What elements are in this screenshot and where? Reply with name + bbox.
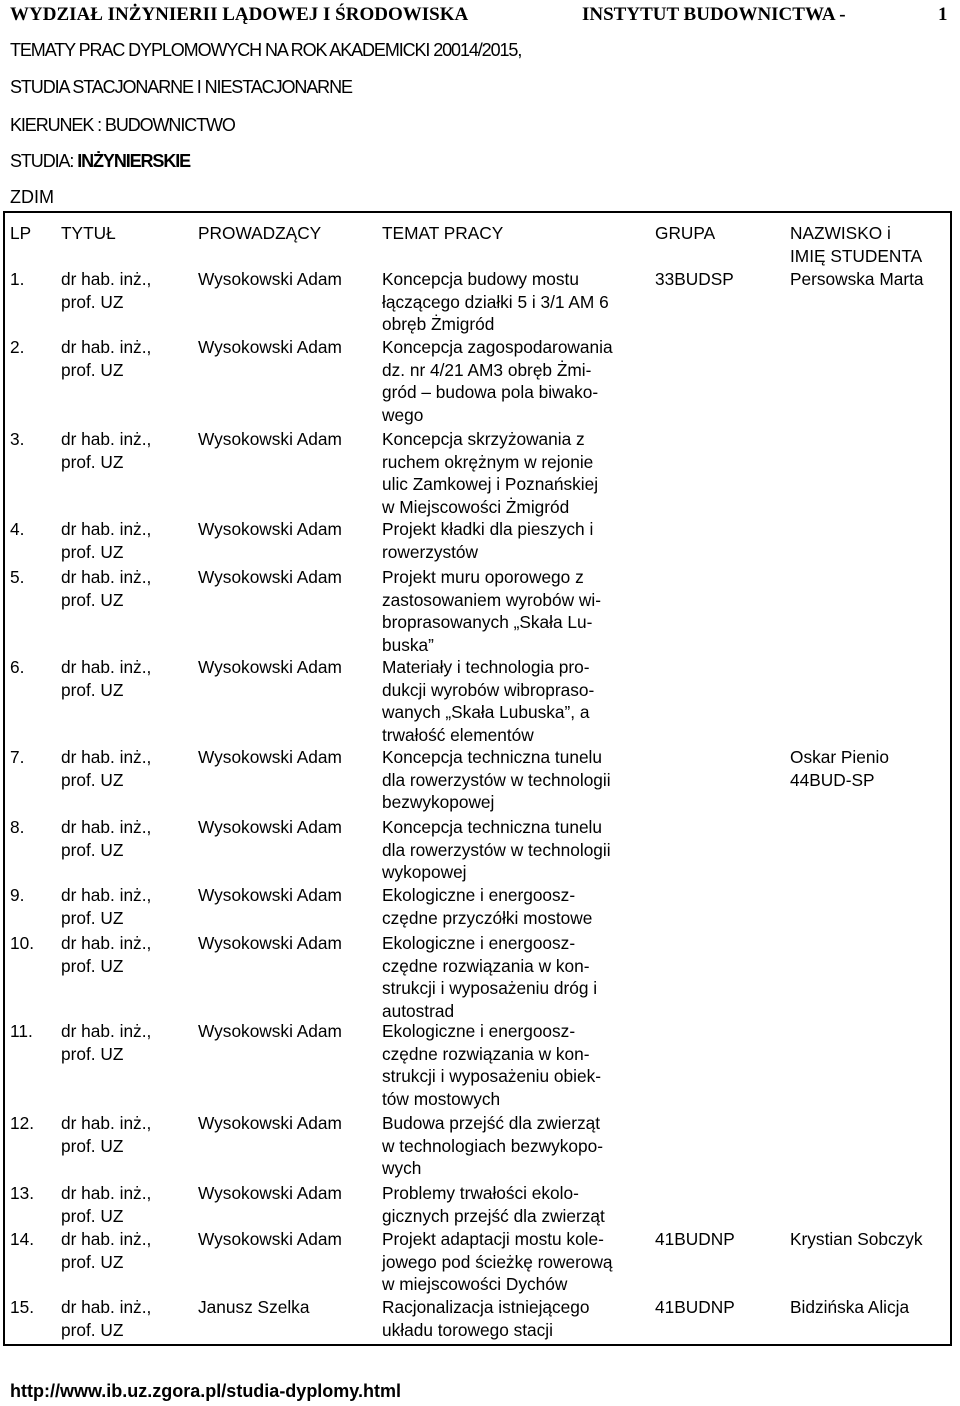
header-grupa: GRUPA — [655, 223, 716, 243]
header-temat: TEMAT PRACY — [382, 223, 504, 243]
department-code: ZDIM — [10, 187, 54, 207]
study-mode: STUDIA STACJONARNE I NIESTACJONARNE — [10, 77, 352, 97]
row-student: Krystian Sobczyk — [790, 1229, 923, 1249]
row-lp: 5. — [10, 567, 25, 587]
row-lp: 14. — [10, 1229, 35, 1249]
row-student: Persowska Marta — [790, 269, 924, 289]
row-student: Bidzińska Alicja — [790, 1297, 910, 1317]
row-temat: Koncepcja techniczna tunelu dla rowerzystów w technologii bezwykopowej — [382, 747, 611, 813]
row-prowadzacy: Janusz Szelka — [198, 1297, 310, 1317]
row-tytul: dr hab. inż., prof. UZ — [61, 337, 152, 380]
row-temat: Projekt adaptacji mostu kole- jowego pod ścieżkę rowerową w miejscowości Dychów — [382, 1229, 613, 1295]
row-tytul: dr hab. inż., prof. UZ — [61, 567, 152, 610]
row-prowadzacy: Wysokowski Adam — [198, 429, 342, 449]
row-tytul: dr hab. inż., prof. UZ — [61, 269, 152, 312]
row-lp: 9. — [10, 885, 25, 905]
row-prowadzacy: Wysokowski Adam — [198, 1113, 342, 1133]
row-prowadzacy: Wysokowski Adam — [198, 933, 342, 953]
row-tytul: dr hab. inż., prof. UZ — [61, 1113, 152, 1156]
row-lp: 10. — [10, 933, 35, 953]
study-level — [10, 151, 190, 172]
row-tytul: dr hab. inż., prof. UZ — [61, 1229, 152, 1272]
row-temat: Koncepcja budowy mostu łączącego działki 5 i 3/1 AM 6 obręb Żmigród — [382, 269, 609, 335]
row-temat: Koncepcja techniczna tunelu dla rowerzystów w technologii wykopowej — [382, 817, 611, 883]
row-prowadzacy: Wysokowski Adam — [198, 1021, 342, 1041]
row-tytul: dr hab. inż., prof. UZ — [61, 657, 152, 700]
institute-heading: INSTYTUT BUDOWNICTWA - — [582, 4, 846, 25]
row-prowadzacy: Wysokowski Adam — [198, 269, 342, 289]
header-prowadzacy: PROWADZĄCY — [198, 223, 322, 243]
row-grupa: 41BUDNP — [655, 1297, 735, 1317]
row-temat: Ekologiczne i energoosz- czędne rozwiązania w kon- strukcji i wyposażeniu obiek- tów mostowych — [382, 1021, 601, 1109]
row-lp: 7. — [10, 747, 25, 767]
row-temat: Materiały i technologia pro- dukcji wyrobów wibropraso- wanych „Skała Lubuska”, a trwałość elementów — [382, 657, 595, 745]
row-tytul: dr hab. inż., prof. UZ — [61, 817, 152, 860]
row-lp: 2. — [10, 337, 25, 357]
row-tytul: dr hab. inż., prof. UZ — [61, 885, 152, 928]
header-student: NAZWISKO i IMIĘ STUDENTA — [790, 223, 923, 266]
document-title: TEMATY PRAC DYPLOMOWYCH NA ROK AKADEMICKI 20014/2015, — [10, 40, 522, 60]
row-temat: Koncepcja zagospodarowania dz. nr 4/21 AM3 obręb Żmi- gród – budowa pola biwako- wego — [382, 337, 613, 425]
study-level-prefix: STUDIA: — [10, 151, 78, 171]
row-grupa: 33BUDSP — [655, 269, 734, 289]
row-temat: Koncepcja skrzyżowania z ruchem okrężnym w rejonie ulic Zamkowej i Poznańskiej w Miejscowości Żmigród — [382, 429, 599, 517]
row-lp: 4. — [10, 519, 25, 539]
row-lp: 11. — [10, 1021, 33, 1041]
row-prowadzacy: Wysokowski Adam — [198, 519, 342, 539]
row-lp: 6. — [10, 657, 25, 677]
row-prowadzacy: Wysokowski Adam — [198, 885, 342, 905]
field-of-study: KIERUNEK : BUDOWNICTWO — [10, 115, 235, 135]
source-url[interactable]: http://www.ib.uz.zgora.pl/studia-dyplomy.html — [10, 1381, 401, 1401]
row-lp: 12. — [10, 1113, 35, 1133]
row-prowadzacy: Wysokowski Adam — [198, 1183, 342, 1203]
header-tytul: TYTUŁ — [61, 223, 116, 243]
row-prowadzacy: Wysokowski Adam — [198, 657, 342, 677]
row-lp: 3. — [10, 429, 25, 449]
row-temat: Ekologiczne i energoosz- czędne rozwiązania w kon- strukcji i wyposażeniu dróg i autostrad — [382, 933, 598, 1021]
row-tytul: dr hab. inż., prof. UZ — [61, 519, 152, 562]
row-prowadzacy: Wysokowski Adam — [198, 747, 342, 767]
header-lp: LP — [10, 223, 32, 243]
row-tytul: dr hab. inż., prof. UZ — [61, 933, 152, 976]
row-tytul: dr hab. inż., prof. UZ — [61, 429, 152, 472]
row-tytul: dr hab. inż., prof. UZ — [61, 1297, 152, 1340]
row-temat: Projekt muru oporowego z zastosowaniem wyrobów wi- broprasowanych „Skała Lu- buska” — [382, 567, 601, 655]
row-prowadzacy: Wysokowski Adam — [198, 567, 342, 587]
row-temat: Problemy trwałości ekolo- gicznych przejść dla zwierząt — [382, 1183, 605, 1226]
row-tytul: dr hab. inż., prof. UZ — [61, 1183, 152, 1226]
page-number: 1 — [938, 4, 948, 25]
row-grupa: 41BUDNP — [655, 1229, 735, 1249]
study-level-value: INŻYNIERSKIE — [77, 151, 191, 171]
row-prowadzacy: Wysokowski Adam — [198, 817, 342, 837]
row-temat: Budowa przejść dla zwierząt w technologiach bezwykopo- wych — [382, 1113, 603, 1179]
row-tytul: dr hab. inż., prof. UZ — [61, 747, 152, 790]
row-temat: Ekologiczne i energoosz- czędne przyczółki mostowe — [382, 885, 593, 928]
row-lp: 15. — [10, 1297, 35, 1317]
row-temat: Racjonalizacja istniejącego układu torowego stacji — [382, 1297, 590, 1340]
row-lp: 8. — [10, 817, 25, 837]
row-prowadzacy: Wysokowski Adam — [198, 337, 342, 357]
row-lp: 1. — [10, 269, 25, 289]
row-temat: Projekt kładki dla pieszych i rowerzystów — [382, 519, 594, 562]
faculty-heading: WYDZIAŁ INŻYNIERII LĄDOWEJ I ŚRODOWISKA — [10, 4, 469, 25]
row-tytul: dr hab. inż., prof. UZ — [61, 1021, 152, 1064]
row-prowadzacy: Wysokowski Adam — [198, 1229, 342, 1249]
row-student: Oskar Pienio 44BUD-SP — [790, 747, 889, 790]
row-lp: 13. — [10, 1183, 35, 1203]
